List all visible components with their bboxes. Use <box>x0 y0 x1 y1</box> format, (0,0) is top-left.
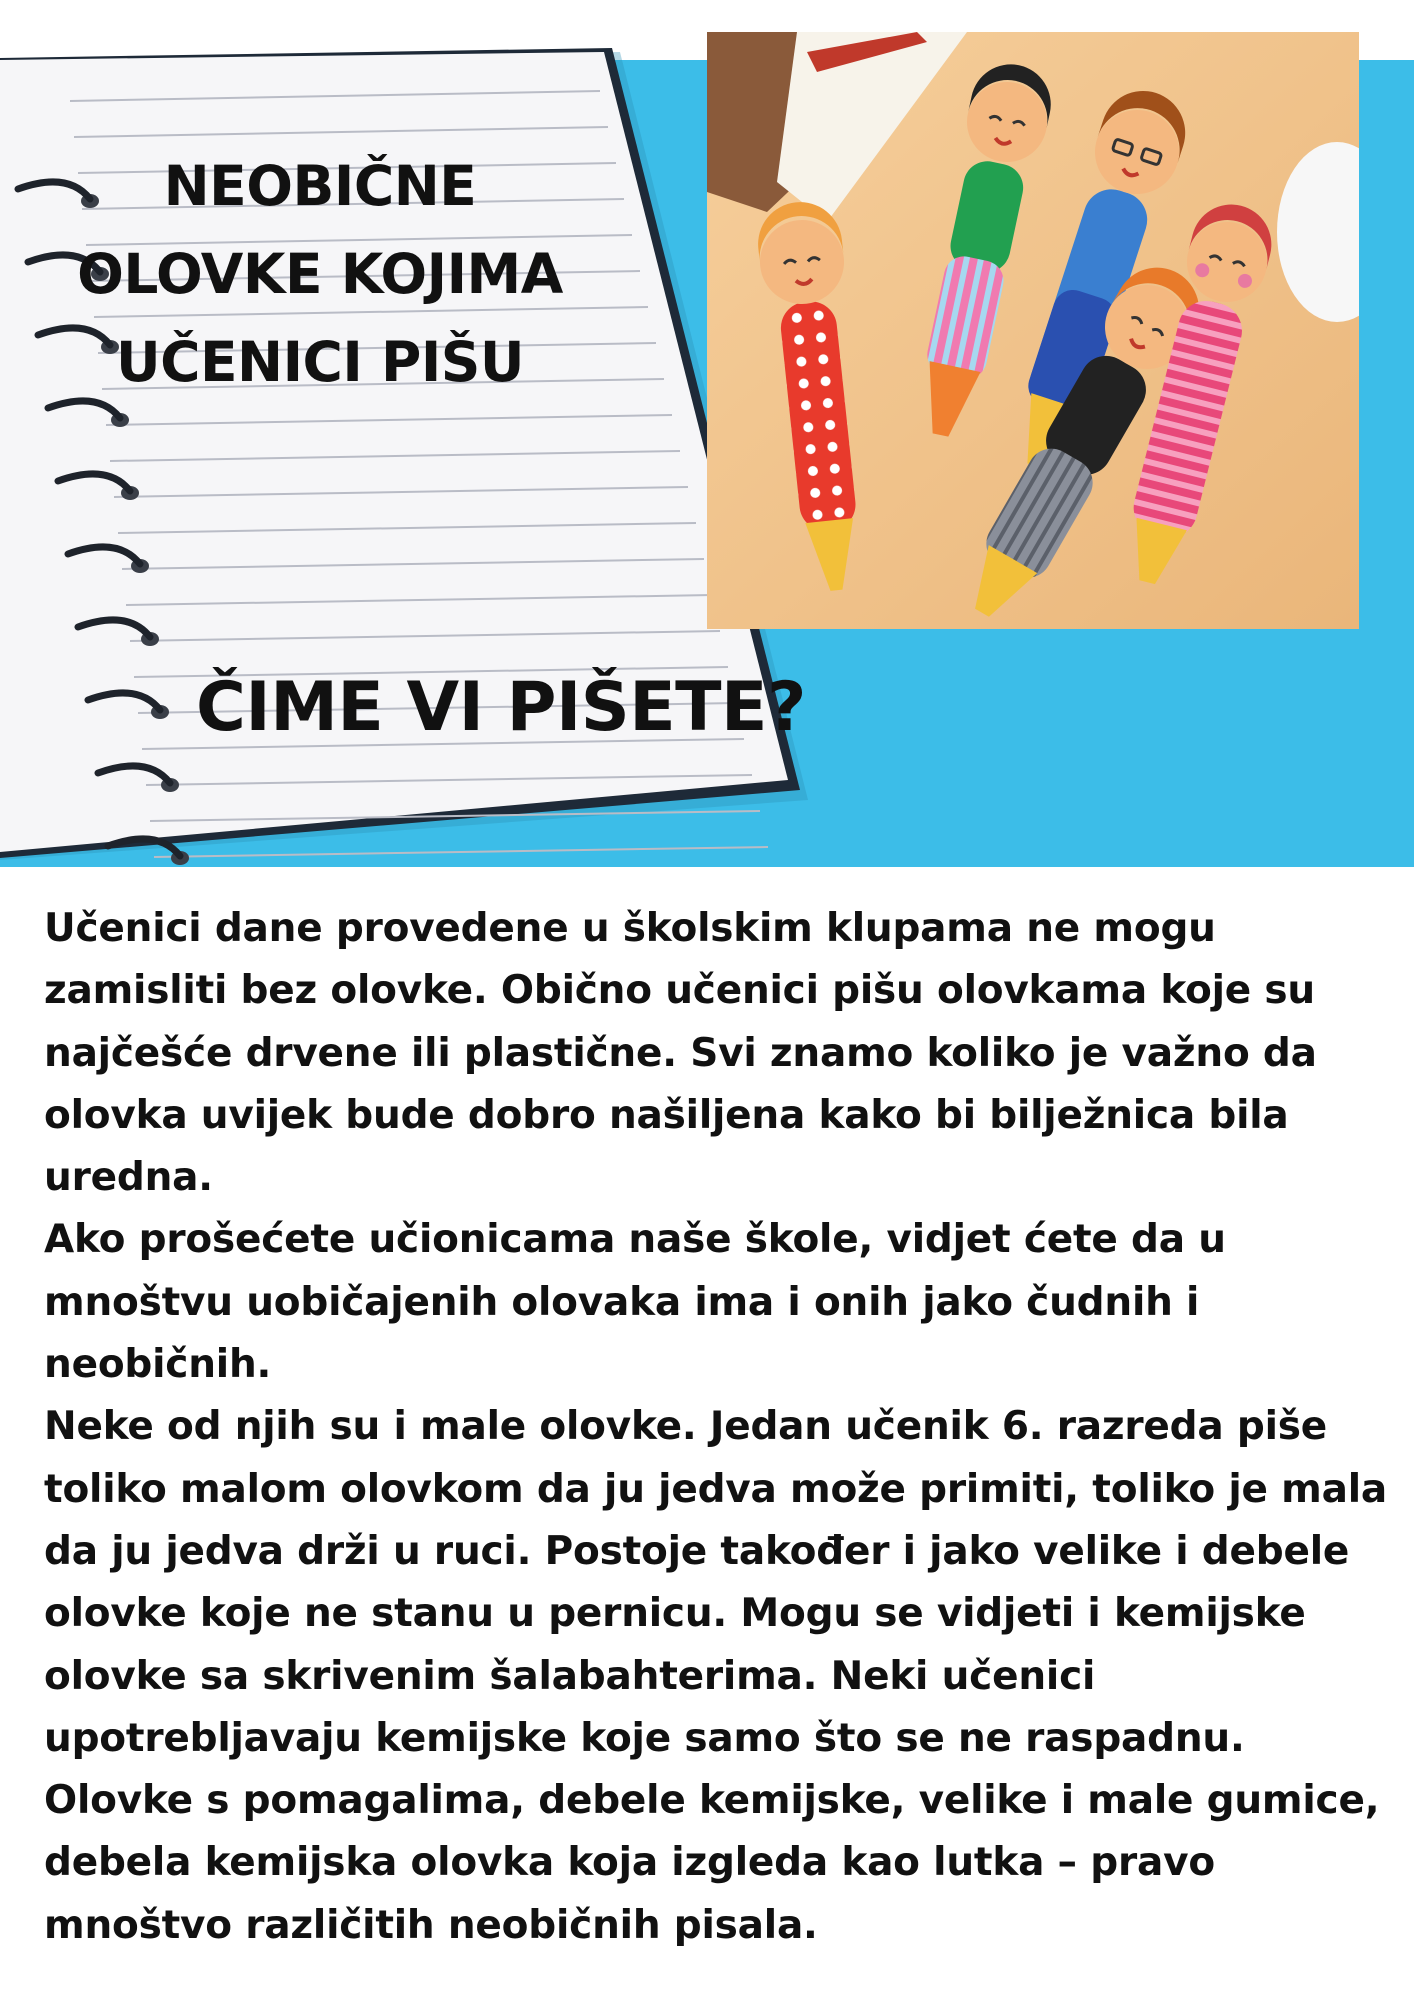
paragraph-3: Neke od njih su i male olovke. Jedan učenik 6. razreda piše toliko malom olovkom da ju jedva može primiti, toliko je mala da ju jedva drži u ruci. Postoje također i jako velike i debele olovke koje ne stanu u pernicu. Mogu se vidjeti i kemijske olovke sa skrivenim šalabahterima. Neki učenici upotrebljavaju kemijske koje samo što se ne raspadnu. Olovke s pomagalima, debele kemijske, velike i male gumice, debela kemijska olovka koja izgleda kao lutka – pravo mnoštvo različitih neobičnih pisala. <box>44 1404 1387 1948</box>
hero-banner <box>0 0 1414 867</box>
question-heading: ČIME VI PIŠETE? <box>196 668 806 747</box>
novelty-pens-photo <box>707 32 1359 629</box>
headline <box>40 142 600 406</box>
headline-line-3: UČENICI PIŠU <box>115 330 525 394</box>
article-body <box>44 898 1394 1957</box>
paragraph-1: Učenici dane provedene u školskim klupama ne mogu zamisliti bez olovke. Obično učenici pišu olovkama koje su najčešće drvene ili plastične. Svi znamo koliko je važno da olovka uvijek bude dobro našiljena kako bi bilježnica bila uredna. <box>44 906 1317 1201</box>
headline-line-2: OLOVKE KOJIMA <box>77 242 563 306</box>
paragraph-2: Ako prošećete učionicama naše škole, vidjet ćete da u mnoštvu uobičajenih olovaka ima i onih jako čudnih i neobičnih. <box>44 1217 1226 1388</box>
headline-line-1: NEOBIČNE <box>163 154 477 218</box>
